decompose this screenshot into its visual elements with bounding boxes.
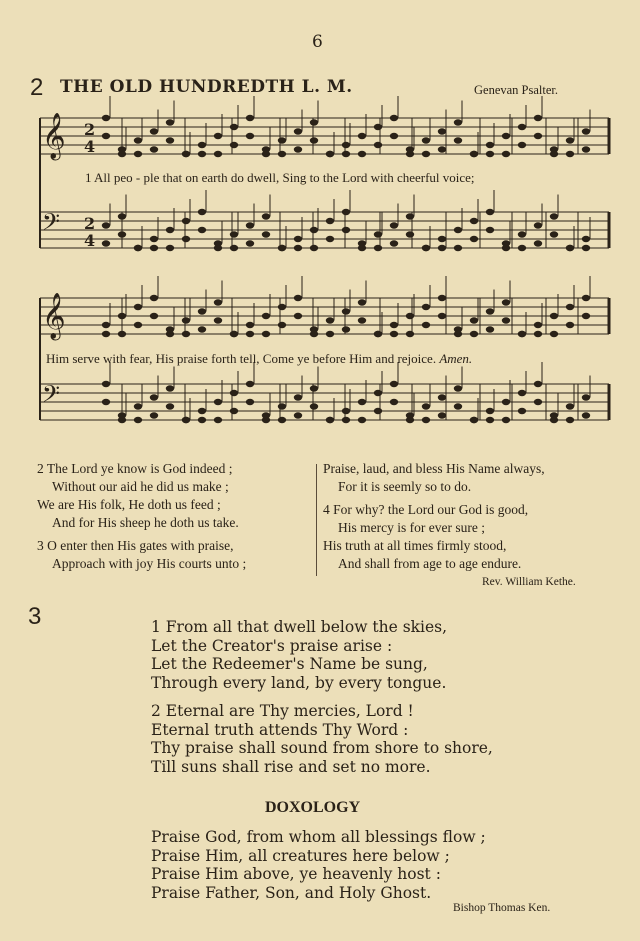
note-head <box>550 331 558 337</box>
note-head <box>326 218 334 224</box>
note-head <box>374 245 382 251</box>
note-head <box>470 218 478 224</box>
lyric-line-1: 1 All peo - ple that on earth do dwell, Sing to the Lord with cheerful voice; <box>85 170 475 185</box>
note-head <box>214 417 222 423</box>
note-head <box>502 151 510 157</box>
note-head <box>182 331 190 337</box>
hymn-source: Genevan Psalter. <box>474 83 559 97</box>
poem-line: Till suns shall rise and set no more. <box>151 757 431 776</box>
note-head <box>486 308 494 314</box>
note-head <box>422 322 430 328</box>
note-head <box>182 417 190 423</box>
note-head <box>326 331 334 337</box>
note-head <box>134 245 142 251</box>
note-head <box>422 245 430 251</box>
note-head <box>470 236 478 242</box>
note-head <box>278 137 286 143</box>
doxology-credit: Bishop Thomas Ken. <box>453 902 551 914</box>
note-head <box>534 322 542 328</box>
note-head <box>230 408 238 414</box>
note-head <box>454 403 462 409</box>
note-head <box>470 331 478 337</box>
note-head <box>102 222 110 228</box>
verse-line: We are His folk, He doth us feed ; <box>37 497 221 512</box>
note-head <box>198 308 206 314</box>
note-head <box>518 124 526 130</box>
note-head <box>198 417 206 423</box>
note-head <box>294 412 302 418</box>
note-head <box>230 124 238 130</box>
note-head <box>310 331 318 337</box>
doxology-text <box>151 828 486 902</box>
note-head <box>454 137 462 143</box>
note-head <box>246 331 254 337</box>
amen-text: Amen. <box>439 351 473 366</box>
note-head <box>278 403 286 409</box>
note-head <box>166 227 174 233</box>
stanza-2 <box>151 702 493 776</box>
note-head <box>278 322 286 328</box>
note-head <box>102 240 110 246</box>
note-head <box>422 417 430 423</box>
note-head <box>566 322 574 328</box>
note-head <box>278 151 286 157</box>
note-head <box>118 417 126 423</box>
note-head <box>566 137 574 143</box>
note-head <box>198 142 206 148</box>
verse-line: His mercy is for ever sure ; <box>338 520 485 535</box>
time-signature: 2 <box>84 214 96 233</box>
note-head <box>134 137 142 143</box>
note-head <box>406 331 414 337</box>
note-head <box>150 394 158 400</box>
note-head <box>470 151 478 157</box>
note-head <box>550 213 558 219</box>
note-head <box>310 227 318 233</box>
note-head <box>278 304 286 310</box>
verse-line: For it is seemly so to do. <box>338 479 472 494</box>
note-head <box>134 304 142 310</box>
note-head <box>390 331 398 337</box>
note-head <box>502 317 510 323</box>
note-head <box>518 408 526 414</box>
poem-line: Praise Father, Son, and Holy Ghost. <box>151 883 432 902</box>
note-head <box>374 331 382 337</box>
note-head <box>198 151 206 157</box>
lyric-line-2-text: Him serve with fear, His praise forth tell, Come ye before Him and rejoice. <box>46 351 437 366</box>
note-head <box>582 412 590 418</box>
note-head <box>390 133 398 139</box>
note-head <box>438 146 446 152</box>
note-head <box>102 399 110 405</box>
note-head <box>342 308 350 314</box>
note-head <box>134 322 142 328</box>
note-head <box>246 115 254 121</box>
poem-line: Praise God, from whom all blessings flow ; <box>151 828 486 846</box>
note-head <box>550 231 558 237</box>
note-head <box>246 133 254 139</box>
note-head <box>230 390 238 396</box>
note-head <box>166 331 174 337</box>
note-head <box>102 133 110 139</box>
note-head <box>390 381 398 387</box>
note-head <box>150 128 158 134</box>
note-head <box>278 245 286 251</box>
note-head <box>358 133 366 139</box>
note-head <box>294 236 302 242</box>
note-head <box>390 240 398 246</box>
note-head <box>326 317 334 323</box>
note-head <box>422 151 430 157</box>
note-head <box>342 417 350 423</box>
note-head <box>534 331 542 337</box>
bass-clef: 𝄢 <box>42 208 61 241</box>
note-head <box>342 408 350 414</box>
note-head <box>262 313 270 319</box>
note-head <box>438 412 446 418</box>
note-head <box>358 317 366 323</box>
poem-line: Praise Him, all creatures here below ; <box>151 846 450 865</box>
note-head <box>518 390 526 396</box>
note-head <box>182 151 190 157</box>
note-head <box>198 209 206 215</box>
note-head <box>374 408 382 414</box>
note-head <box>390 399 398 405</box>
note-head <box>102 381 110 387</box>
note-head <box>390 222 398 228</box>
note-head <box>486 408 494 414</box>
note-head <box>582 245 590 251</box>
time-signature: 4 <box>84 231 96 250</box>
note-head <box>486 417 494 423</box>
note-head <box>406 231 414 237</box>
note-head <box>534 381 542 387</box>
verse-line: And shall from age to age endure. <box>338 556 522 571</box>
poem-line: 1 From all that dwell below the skies, <box>151 618 448 636</box>
verse-line: Without our aid he did us make ; <box>52 479 229 494</box>
verse-line: And for His sheep he doth us take. <box>52 515 239 530</box>
note-head <box>566 245 574 251</box>
doxology-title: DOXOLOGY <box>265 799 361 816</box>
note-head <box>294 146 302 152</box>
poem-line: Let the Creator's praise arise : <box>151 636 393 655</box>
note-head <box>310 245 318 251</box>
note-head <box>294 128 302 134</box>
time-signature: 4 <box>84 137 96 156</box>
note-head <box>150 295 158 301</box>
note-head <box>214 245 222 251</box>
note-head <box>166 403 174 409</box>
note-head <box>582 146 590 152</box>
note-head <box>294 313 302 319</box>
note-head <box>198 408 206 414</box>
note-head <box>470 317 478 323</box>
note-head <box>358 399 366 405</box>
stanza-1 <box>151 618 447 692</box>
poem-line: Eternal truth attends Thy Word : <box>151 720 409 739</box>
note-head <box>438 128 446 134</box>
note-head <box>534 222 542 228</box>
note-head <box>278 417 286 423</box>
note-head <box>230 142 238 148</box>
note-head <box>582 313 590 319</box>
note-head <box>582 295 590 301</box>
hymn-number: 2 <box>30 74 44 101</box>
note-head <box>566 403 574 409</box>
note-head <box>454 119 462 125</box>
note-head <box>214 133 222 139</box>
note-head <box>326 417 334 423</box>
note-head <box>118 231 126 237</box>
verse-line: Approach with joy His courts unto ; <box>52 556 247 571</box>
note-head <box>406 213 414 219</box>
note-head <box>166 137 174 143</box>
page-number: 6 <box>312 32 323 52</box>
note-head <box>358 417 366 423</box>
note-head <box>262 231 270 237</box>
note-head <box>454 385 462 391</box>
poem-line: Through every land, by every tongue. <box>151 673 447 692</box>
note-head <box>486 326 494 332</box>
verses-left <box>37 460 246 573</box>
note-head <box>294 295 302 301</box>
note-head <box>214 317 222 323</box>
note-head <box>166 245 174 251</box>
note-head <box>502 245 510 251</box>
note-head <box>342 142 350 148</box>
note-head <box>230 231 238 237</box>
note-head <box>486 151 494 157</box>
note-head <box>502 399 510 405</box>
note-head <box>422 403 430 409</box>
note-head <box>566 151 574 157</box>
note-head <box>150 236 158 242</box>
note-head <box>518 331 526 337</box>
note-head <box>374 390 382 396</box>
note-head <box>438 245 446 251</box>
note-head <box>150 146 158 152</box>
note-head <box>214 399 222 405</box>
note-head <box>118 213 126 219</box>
note-head <box>358 245 366 251</box>
note-head <box>342 151 350 157</box>
note-head <box>102 331 110 337</box>
note-head <box>534 240 542 246</box>
note-head <box>470 417 478 423</box>
note-head <box>438 394 446 400</box>
note-head <box>198 326 206 332</box>
note-head <box>342 227 350 233</box>
time-signature: 2 <box>84 120 96 139</box>
note-head <box>534 399 542 405</box>
note-head <box>406 313 414 319</box>
lyric-line-2 <box>46 351 472 367</box>
verses-right <box>323 460 545 573</box>
note-head <box>310 385 318 391</box>
poem-line: Let the Redeemer's Name be sung, <box>151 655 428 673</box>
note-head <box>118 331 126 337</box>
note-head <box>358 299 366 305</box>
note-head <box>534 133 542 139</box>
note-head <box>582 128 590 134</box>
note-head <box>118 151 126 157</box>
note-head <box>406 151 414 157</box>
note-head <box>230 245 238 251</box>
note-head <box>374 231 382 237</box>
note-head <box>150 245 158 251</box>
note-head <box>518 245 526 251</box>
note-head <box>246 399 254 405</box>
note-head <box>374 142 382 148</box>
note-head <box>438 313 446 319</box>
note-head <box>262 151 270 157</box>
column-divider <box>316 464 317 576</box>
verse-line: Praise, laud, and bless His Name always, <box>323 461 545 476</box>
note-head <box>406 417 414 423</box>
note-head <box>486 227 494 233</box>
note-head <box>262 213 270 219</box>
note-head <box>486 209 494 215</box>
note-head <box>454 245 462 251</box>
note-head <box>246 381 254 387</box>
note-head <box>166 119 174 125</box>
note-head <box>102 322 110 328</box>
note-head <box>150 412 158 418</box>
hymn-title: THE OLD HUNDREDTH L. M. <box>60 77 353 97</box>
note-head <box>262 331 270 337</box>
note-head <box>230 331 238 337</box>
note-head <box>118 313 126 319</box>
bass-clef: 𝄢 <box>42 380 61 413</box>
music-systems <box>40 96 609 423</box>
poem-line: Thy praise shall sound from shore to shore, <box>151 739 493 757</box>
note-head <box>182 317 190 323</box>
note-head <box>134 151 142 157</box>
note-head <box>566 417 574 423</box>
note-head <box>326 151 334 157</box>
note-head <box>182 236 190 242</box>
note-head <box>502 299 510 305</box>
note-head <box>246 322 254 328</box>
note-head <box>310 137 318 143</box>
note-head <box>550 313 558 319</box>
note-head <box>214 299 222 305</box>
note-head <box>134 417 142 423</box>
note-head <box>294 245 302 251</box>
note-head <box>550 151 558 157</box>
note-head <box>502 133 510 139</box>
note-head <box>390 115 398 121</box>
note-head <box>262 417 270 423</box>
note-head <box>534 115 542 121</box>
note-head <box>342 326 350 332</box>
note-head <box>214 151 222 157</box>
treble-clef: 𝄞 <box>42 113 66 159</box>
note-head <box>454 227 462 233</box>
note-head <box>422 137 430 143</box>
note-head <box>310 403 318 409</box>
verse-line: 4 For why? the Lord our God is good, <box>323 502 529 517</box>
hymn-number: 3 <box>28 603 42 630</box>
note-head <box>102 115 110 121</box>
note-head <box>134 403 142 409</box>
verse-line: His truth at all times firmly stood, <box>323 538 507 553</box>
note-head <box>166 385 174 391</box>
note-head <box>438 295 446 301</box>
note-head <box>182 218 190 224</box>
note-head <box>198 227 206 233</box>
author-credit: Rev. William Kethe. <box>482 576 576 588</box>
treble-clef: 𝄞 <box>42 293 66 339</box>
note-head <box>246 222 254 228</box>
note-head <box>454 331 462 337</box>
note-head <box>566 304 574 310</box>
note-head <box>502 417 510 423</box>
verse-line: 3 O enter then His gates with praise, <box>37 538 234 553</box>
note-head <box>422 304 430 310</box>
poem-line: Praise Him above, ye heavenly host : <box>151 865 441 883</box>
note-head <box>582 394 590 400</box>
note-head <box>550 417 558 423</box>
note-head <box>518 142 526 148</box>
note-head <box>438 236 446 242</box>
note-head <box>310 119 318 125</box>
note-head <box>294 394 302 400</box>
note-head <box>518 231 526 237</box>
note-head <box>246 240 254 246</box>
verse-line: 2 The Lord ye know is God indeed ; <box>37 461 233 476</box>
note-head <box>390 322 398 328</box>
note-head <box>374 124 382 130</box>
note-head <box>342 209 350 215</box>
note-head <box>486 142 494 148</box>
poem-line: 2 Eternal are Thy mercies, Lord ! <box>151 702 414 720</box>
note-head <box>582 236 590 242</box>
note-head <box>358 151 366 157</box>
note-head <box>326 236 334 242</box>
note-head <box>150 313 158 319</box>
